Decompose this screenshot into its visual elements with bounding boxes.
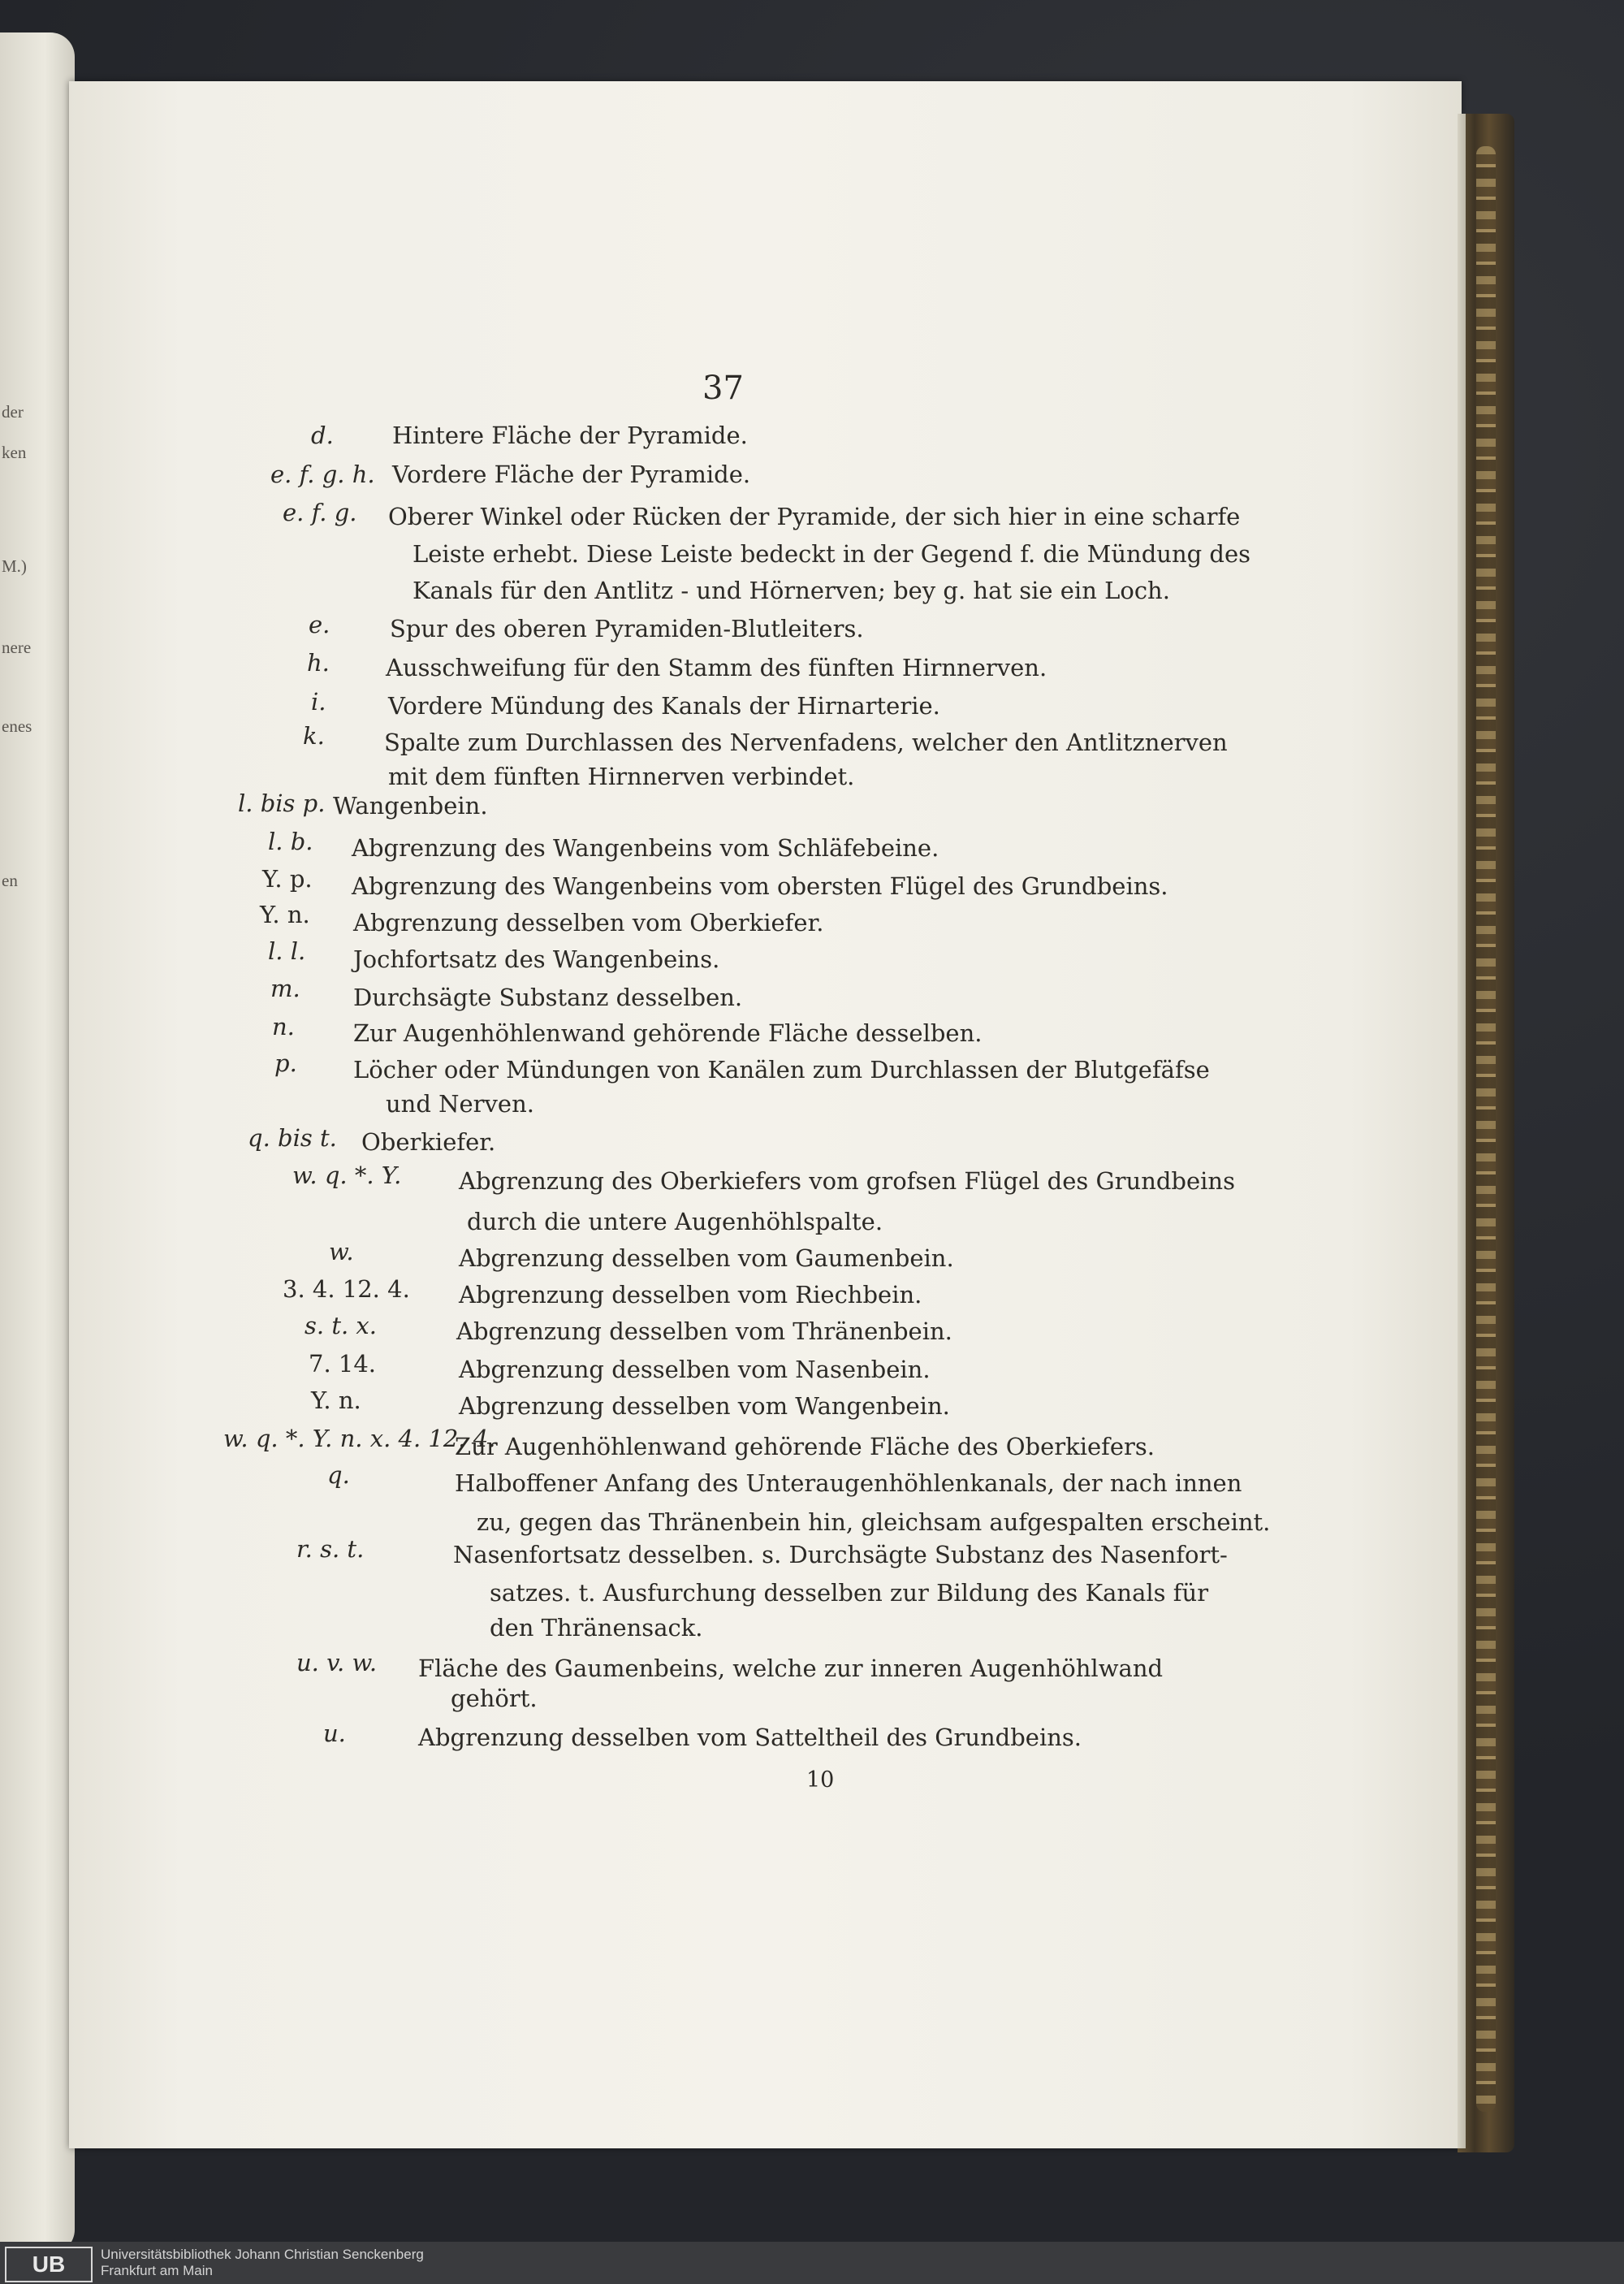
entry-label: m. (270, 975, 300, 1002)
entry-label: e. (309, 611, 330, 638)
entry-text: Fläche des Gaumenbeins, welche zur inneren Augenhöhlwand (418, 1655, 1164, 1682)
entry-label: n. (272, 1013, 295, 1040)
entry-label: r. s. t. (296, 1535, 365, 1563)
entry-text: Hintere Fläche der Pyramide. (392, 422, 748, 449)
entry-text: und Nerven. (386, 1090, 534, 1118)
entry-text: den Thränensack. (490, 1614, 703, 1642)
entry-text: Abgrenzung des Oberkiefers vom grofsen Flügel des Grundbeins (459, 1167, 1235, 1195)
entry-text: Abgrenzung desselben vom Satteltheil des Grundbeins. (418, 1724, 1082, 1751)
entry-label: Y. p. (262, 865, 313, 893)
entry-text: Zur Augenhöhlenwand gehörende Fläche des Oberkiefers. (455, 1433, 1155, 1460)
entry-label: u. (323, 1719, 346, 1747)
previous-page-fragment: nere (2, 638, 32, 657)
entry-text: Abgrenzung desselben vom Oberkiefer. (353, 909, 824, 937)
entry-label: Y. n. (311, 1386, 361, 1414)
entry-text: Zur Augenhöhlenwand gehörende Fläche desselben. (353, 1019, 983, 1047)
library-name: Universitätsbibliothek Johann Christian Senckenberg (101, 2247, 424, 2262)
entry-label: e. f. g. h. (270, 461, 375, 488)
entry-label: l. b. (268, 828, 313, 855)
entry-label: d. (311, 422, 334, 449)
book-page (69, 81, 1462, 2148)
page-number: 37 (702, 370, 744, 407)
entry-text: Löcher oder Mündungen von Kanälen zum Durchlassen der Blutgefäfse (353, 1056, 1210, 1084)
previous-page-fragment: en (2, 871, 18, 890)
entry-text: Vordere Fläche der Pyramide. (392, 461, 751, 488)
entry-text: Leiste erhebt. Diese Leiste bedeckt in der Gegend f. die Mündung des (412, 540, 1251, 568)
entry-text: Kanals für den Antlitz - und Hörnerven; bey g. hat sie ein Loch. (412, 577, 1170, 604)
entry-label: Y. n. (260, 901, 310, 928)
entry-label: u. v. w. (296, 1649, 378, 1676)
entry-text: satzes. t. Ausfurchung desselben zur Bildung des Kanals für (490, 1579, 1209, 1607)
entry-text: Oberkiefer. (361, 1128, 496, 1156)
entry-label: k. (303, 722, 325, 750)
previous-page-fragment: ken (2, 443, 27, 462)
previous-page-fragment: der (2, 402, 24, 422)
entry-label: p. (274, 1049, 297, 1077)
entry-label: q. (327, 1461, 350, 1489)
entry-text: Spur des oberen Pyramiden-Blutleiters. (390, 615, 864, 642)
library-city: Frankfurt am Main (101, 2263, 213, 2278)
entry-label: h. (307, 649, 330, 677)
previous-page-edge (0, 32, 75, 2254)
entry-label: 3. 4. 12. 4. (283, 1275, 410, 1303)
entry-text: zu, gegen das Thränenbein hin, gleichsam aufgespalten erscheint. (477, 1508, 1271, 1536)
entry-text: Spalte zum Durchlassen des Nervenfadens, welcher den Antlitznerven (384, 729, 1228, 756)
entry-text: Ausschweifung für den Stamm des fünften Hirnnerven. (386, 654, 1047, 681)
entry-text: gehört. (451, 1685, 538, 1712)
entry-text: Oberer Winkel oder Rücken der Pyramide, der sich hier in eine scharfe (388, 503, 1241, 530)
previous-page-fragment: enes (2, 716, 32, 736)
previous-page-fragment: M.) (2, 556, 27, 576)
entry-text: Halboffener Anfang des Unteraugenhöhlenkanals, der nach innen (455, 1469, 1242, 1497)
library-credit (101, 2247, 424, 2279)
entry-text: Durchsägte Substanz desselben. (353, 984, 743, 1011)
signature-mark: 10 (806, 1767, 835, 1793)
entry-label: 7. 14. (309, 1350, 377, 1378)
page-edge (1458, 114, 1466, 2148)
entry-label: s. t. x. (304, 1312, 377, 1339)
entry-text: Abgrenzung desselben vom Gaumenbein. (459, 1244, 954, 1272)
library-logo: UB (5, 2247, 93, 2282)
entry-text: Abgrenzung des Wangenbeins vom obersten Flügel des Grundbeins. (352, 872, 1168, 900)
entry-text: Abgrenzung desselben vom Wangenbein. (459, 1392, 950, 1420)
entry-text: Wangenbein. (333, 792, 488, 820)
entry-text: Abgrenzung desselben vom Nasenbein. (459, 1356, 931, 1383)
entry-text: Vordere Mündung des Kanals der Hirnarterie. (388, 692, 940, 720)
entry-label: l. bis p. (238, 789, 326, 817)
entry-text: durch die untere Augenhöhlspalte. (467, 1208, 883, 1235)
entry-label: l. l. (268, 937, 306, 965)
footer-bar (0, 2242, 1624, 2284)
entry-text: Abgrenzung desselben vom Thränenbein. (456, 1317, 952, 1345)
entry-label: w. q. *. Y. (292, 1161, 402, 1189)
entry-text: Jochfortsatz des Wangenbeins. (353, 945, 720, 973)
entry-label: e. f. g. (283, 499, 357, 526)
spine-ornament (1476, 146, 1496, 2112)
entry-label: w. q. *. Y. n. x. 4. 12. 4. (223, 1425, 496, 1452)
entry-text: Abgrenzung des Wangenbeins vom Schläfebeine. (352, 834, 939, 862)
entry-text: Nasenfortsatz desselben. s. Durchsägte Substanz des Nasenfort- (453, 1541, 1228, 1568)
entry-label: i. (311, 688, 326, 716)
entry-text: Abgrenzung desselben vom Riechbein. (459, 1281, 922, 1309)
entry-label: w. (329, 1238, 354, 1265)
entry-label: q. bis t. (248, 1124, 337, 1152)
entry-text: mit dem fünften Hirnnerven verbindet. (388, 763, 855, 790)
